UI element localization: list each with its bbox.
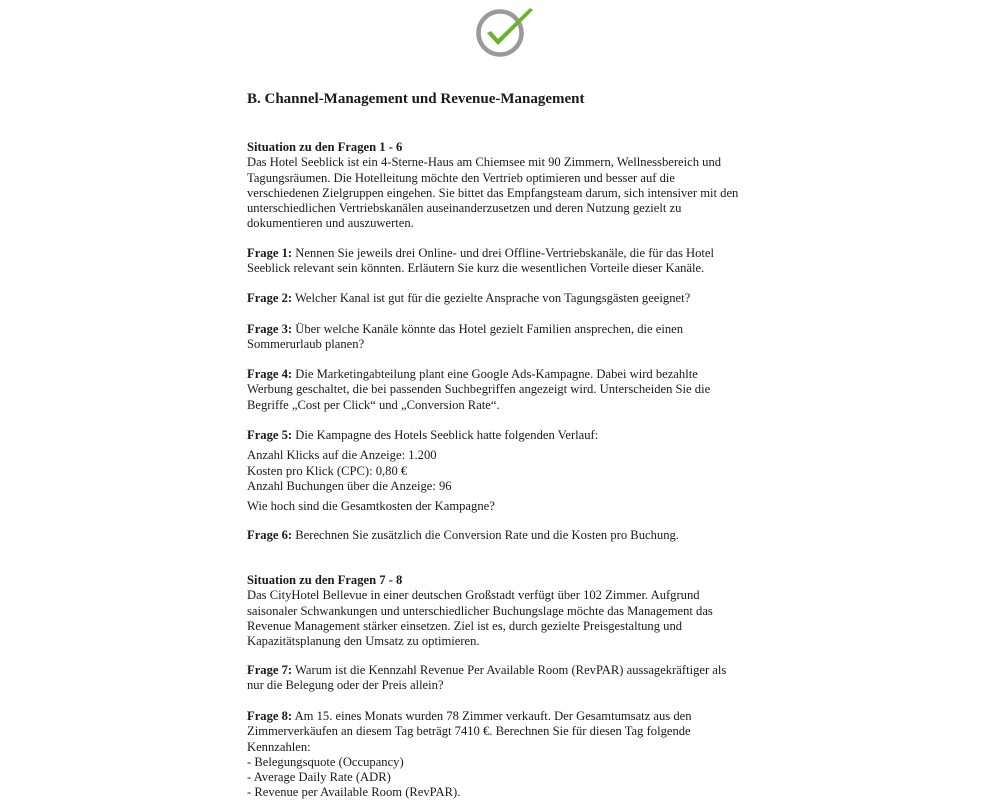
situation-1-line: Das Hotel Seeblick ist ein 4-Sterne-Haus am Chiemsee mit 90 Zimmern, Wellnessbereich und	[247, 155, 722, 170]
question-5	[247, 428, 767, 514]
question-text: Seeblick relevant sein könnten. Erläutern Sie kurz die wesentlichen Vorteile dieser Kanäle.	[247, 261, 705, 276]
question-1	[247, 246, 767, 277]
page-title: B. Channel-Management und Revenue-Management	[247, 91, 585, 107]
question-text: Welcher Kanal ist gut für die gezielte Ansprache von Tagungsgästen geeignet?	[295, 291, 691, 305]
question-3	[247, 322, 767, 353]
question-text: Warum ist die Kennzahl Revenue Per Available Room (RevPAR) aussagekräftiger als	[295, 663, 727, 677]
checkmark-icon	[474, 6, 538, 58]
checkmark-ring	[479, 12, 522, 55]
question-text: Werbung geschaltet, die bei passenden Suchbegriffen angezeigt wird. Unterscheiden Sie die	[247, 382, 711, 397]
situation-1-line: Tagungsräumen. Die Hotelleitung möchte den Vertrieb optimieren und besser auf die	[247, 170, 675, 185]
question-text: Am 15. eines Monats wurden 78 Zimmer verkauft. Der Gesamtumsatz aus den	[294, 709, 692, 723]
question-label: Frage 4:	[247, 367, 293, 381]
situation-2	[247, 573, 767, 649]
situation-1-title: Situation zu den Fragen 1 - 6	[247, 140, 403, 154]
campaign-stat: Anzahl Buchungen über die Anzeige: 96	[247, 478, 452, 493]
question-text: Die Marketingabteilung plant eine Google Ads-Kampagne. Dabei wird bezahlte	[295, 367, 698, 381]
question-text: Zimmerverkäufen an diesem Tag beträgt 7410 €. Berechnen Sie für diesen Tag folgende	[247, 724, 691, 739]
campaign-stat: Anzahl Klicks auf die Anzeige: 1.200	[247, 448, 437, 463]
situation-1-line: unterschiedlichen Vertriebskanälen auseinanderzusetzen und deren Nutzung gezielt zu	[247, 201, 682, 216]
question-text: Nennen Sie jeweils drei Online- und drei Offline-Vertriebskanäle, die für das Hotel	[295, 246, 714, 260]
question-text: Sommerurlaub planen?	[247, 337, 365, 352]
question-6	[247, 528, 767, 543]
question-text: Wie hoch sind die Gesamtkosten der Kampagne?	[247, 499, 495, 514]
situation-2-title: Situation zu den Fragen 7 - 8	[247, 573, 403, 587]
question-2	[247, 291, 767, 306]
list-item: - Revenue per Available Room (RevPAR).	[247, 785, 461, 800]
situation-2-line: Revenue Management stärker einsetzen. Ziel ist es, durch gezielte Preisgestaltung und	[247, 618, 683, 633]
situation-1-line: verschiedenen Zielgruppen eingehen. Sie bittet das Empfangsteam darum, sich intensiver mit den	[247, 185, 739, 200]
question-label: Frage 6:	[247, 528, 293, 542]
situation-2-line: Kapazitätsplanung den Umsatz zu optimieren.	[247, 634, 480, 649]
question-8	[247, 709, 767, 801]
question-7	[247, 663, 767, 694]
question-text: Kennzahlen:	[247, 739, 311, 754]
situation-2-line: Das CityHotel Bellevue in einer deutschen Großstadt verfügt über 102 Zimmer. Aufgrund	[247, 588, 700, 603]
question-label: Frage 8:	[247, 709, 293, 723]
situation-1-line: dokumentieren und auszuwerten.	[247, 216, 414, 231]
question-text: Die Kampagne des Hotels Seeblick hatte folgenden Verlauf:	[295, 428, 599, 442]
situation-1	[247, 140, 767, 232]
question-text: Über welche Kanäle könnte das Hotel gezielt Familien ansprechen, die einen	[295, 322, 684, 336]
question-text: nur die Belegung oder der Preis allein?	[247, 678, 444, 693]
question-4	[247, 367, 767, 413]
question-label: Frage 7:	[247, 663, 293, 677]
list-item: - Belegungsquote (Occupancy)	[247, 754, 404, 769]
campaign-stat: Kosten pro Klick (CPC): 0,80 €	[247, 463, 408, 478]
question-label: Frage 1:	[247, 246, 293, 260]
question-label: Frage 2:	[247, 291, 293, 305]
question-text: Begriffe „Cost per Click“ und „Conversion Rate“.	[247, 397, 500, 412]
list-item: - Average Daily Rate (ADR)	[247, 770, 391, 785]
situation-2-line: saisonaler Schwankungen und unterschiedlicher Buchungslage möchte das Management das	[247, 603, 713, 618]
question-label: Frage 3:	[247, 322, 293, 336]
question-label: Frage 5:	[247, 428, 293, 442]
question-text: Berechnen Sie zusätzlich die Conversion Rate und die Kosten pro Buchung.	[295, 528, 679, 542]
